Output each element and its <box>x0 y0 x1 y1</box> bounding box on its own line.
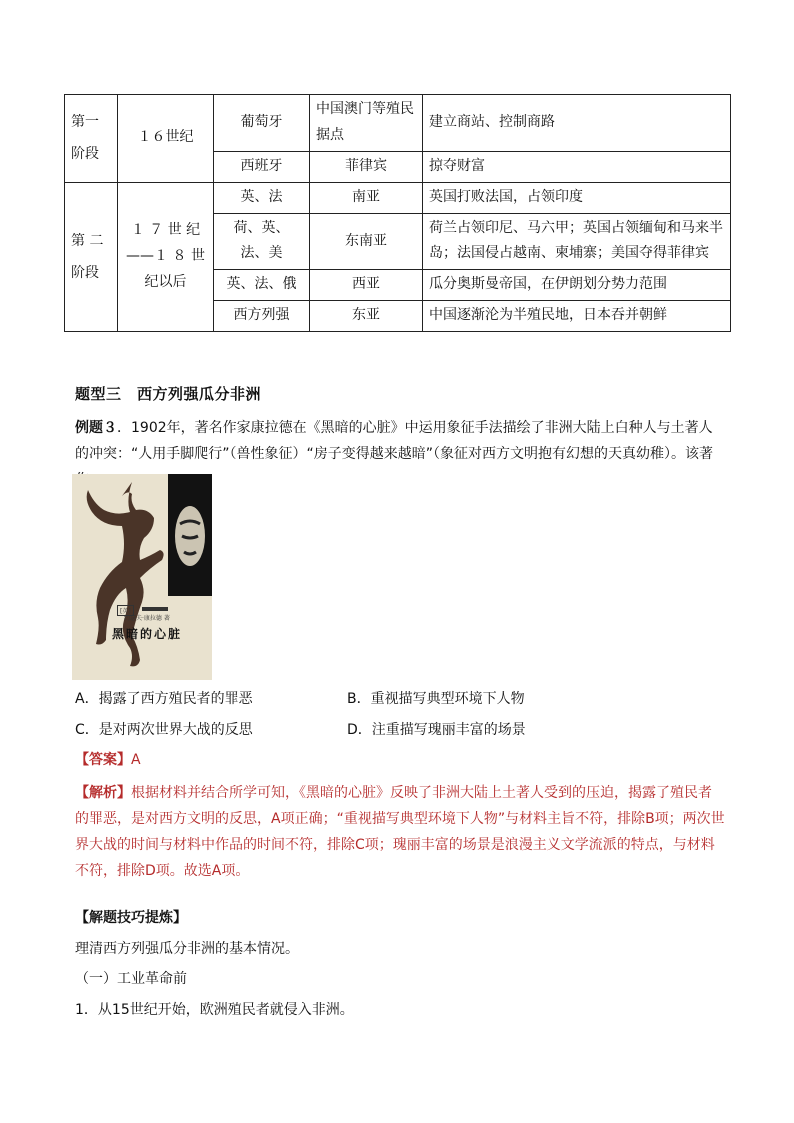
answer <box>75 747 725 773</box>
analysis <box>75 780 725 884</box>
answer-value: A <box>131 752 141 768</box>
book-cover-image <box>72 474 212 680</box>
answer-label: 【答案】 <box>75 752 131 768</box>
option-c: C．是对两次世界大战的反思 <box>75 722 253 738</box>
stage-label: 第一阶段 <box>65 95 118 183</box>
tips-line-1: 理清西方列强瓜分非洲的基本情况。 <box>75 941 299 957</box>
tips-label: 【解题技巧提炼】 <box>75 910 187 926</box>
option-a: A．揭露了西方殖民者的罪恶 <box>75 691 253 707</box>
country-cell: 英、法、俄 <box>214 270 310 301</box>
country-cell: 西方列强 <box>214 301 310 332</box>
example-text: ．1902年，著名作家康拉德在《黑暗的心脏》中运用象征手法描绘了非洲大陆上白种人与土著人的冲突：“人用手脚爬行”（兽性象征）“房子变得越来越暗”（象征对西方文明抱有幻想的天真幼稚）。该著 <box>75 420 714 462</box>
tips-line-3: 1．从15世纪开始，欧洲殖民者就侵入非洲。 <box>75 1002 354 1018</box>
colonial-expansion-table <box>64 94 731 332</box>
example-label: 例题３ <box>75 420 117 436</box>
region-cell: 中国澳门等殖民据点 <box>310 95 423 152</box>
content-cell: 瓜分奥斯曼帝国，在伊朗划分势力范围 <box>423 270 731 301</box>
option-b: B．重视描写典型环境下人物 <box>347 691 525 707</box>
region-cell: 东亚 <box>310 301 423 332</box>
content-cell: 掠夺财富 <box>423 151 731 182</box>
content-cell: 英国打败法国，占领印度 <box>423 182 731 213</box>
content-cell: 中国逐渐沦为半殖民地，日本吞并朝鲜 <box>423 301 731 332</box>
region-cell: 菲律宾 <box>310 151 423 182</box>
cover-author: 约瑟夫·康拉德 著 <box>124 615 170 622</box>
cover-country-tag: [英] <box>117 605 134 616</box>
analysis-label: 【解析】 <box>75 785 131 801</box>
section-title: 题型三 西方列强瓜分非洲 <box>75 385 262 403</box>
cover-title: 黑暗的心脏 <box>112 627 183 641</box>
content-cell: 荷兰占领印尼、马六甲；英国占领缅甸和马来半岛；法国侵占越南、柬埔寨；美国夺得菲律宾 <box>423 213 731 270</box>
tips-line-2: （一）工业革命前 <box>75 971 187 987</box>
analysis-text: 根据材料并结合所学可知，《黑暗的心脏》反映了非洲大陆上土著人受到的压迫，揭露了殖民者的罪恶，是对西方文明的反思，A项正确；“重视描写典型环境下人物”与材料主旨不符，排除B项；两次世界大战的时间与材料中作品的时间不符，排除C项；瑰丽丰富的场景是浪漫主义文学流派的特点，与材料不符，排除D项。故选A项。 <box>75 785 725 879</box>
region-cell: 南亚 <box>310 182 423 213</box>
region-cell: 西亚 <box>310 270 423 301</box>
period-cell: １ ７ 世 纪——１ ８ 世纪以后 <box>118 182 214 331</box>
content-cell: 建立商站、控制商路 <box>423 95 731 152</box>
stage-label: 第 二阶段 <box>65 182 118 331</box>
country-cell: 英、法 <box>214 182 310 213</box>
country-cell: 荷、英、法、美 <box>214 213 310 270</box>
table-row <box>65 182 731 213</box>
region-cell: 东南亚 <box>310 213 423 270</box>
country-cell: 西班牙 <box>214 151 310 182</box>
period-cell: １６世纪 <box>118 95 214 183</box>
option-d: D．注重描写瑰丽丰富的场景 <box>347 722 526 738</box>
country-cell: 葡萄牙 <box>214 95 310 152</box>
figure-illustration <box>72 474 212 680</box>
table-row <box>65 95 731 152</box>
